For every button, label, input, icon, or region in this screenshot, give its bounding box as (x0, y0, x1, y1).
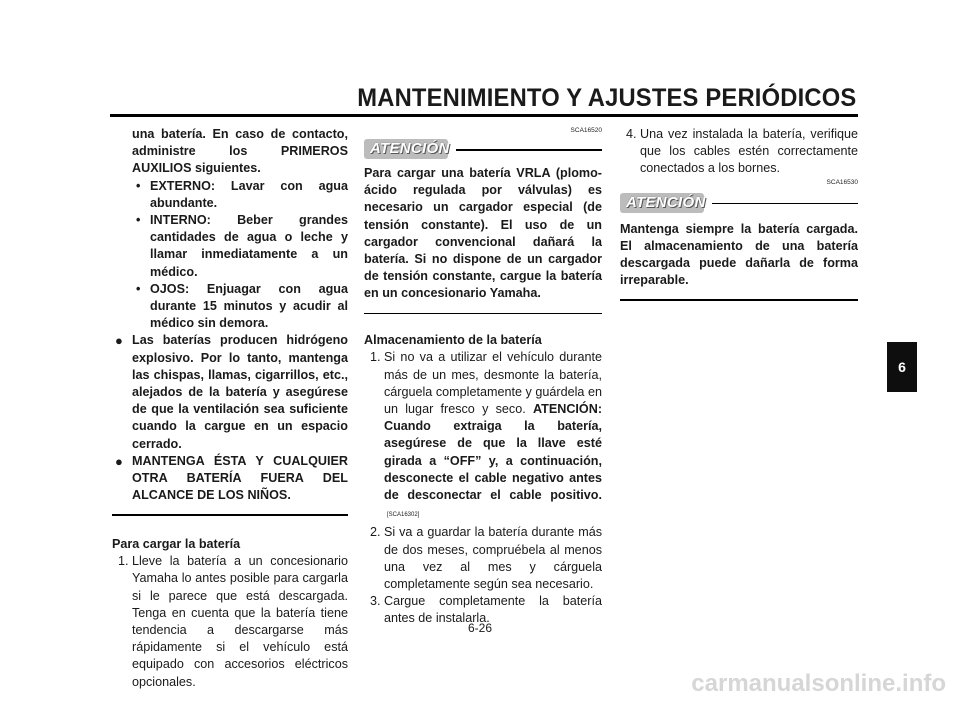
step-item: 2. Si va a guardar la batería durante más de dos meses, compruébela al menos una vez al mes y cárguela completamente según sea necesario. (370, 525, 602, 591)
watermark: carmanualsonline.info (691, 670, 946, 697)
ref-code: SCA16520 (570, 127, 602, 134)
attention-text: Para cargar una batería VRLA (plomo-ácido regulada por válvulas) es necesario un cargador especial (de tensión constante). El uso de un cargador convencional dañará la batería. Si no dispone de un cargador de tensión constante, cargue la batería en un concesionario Yamaha. (364, 166, 602, 301)
attention-header (620, 193, 858, 215)
column-3 (620, 126, 858, 301)
attention-end-rule (620, 299, 858, 301)
column-2 (364, 126, 602, 628)
step-item: 1. Lleve la batería a un concesionario Yamaha lo antes posible para cargarla si le parece que está descargada. Tenga en cuenta que la batería tiene tendencia a descargarse más rápidamente si el vehículo está equipado con accesorios eléctricos opcionales. (118, 554, 348, 689)
attention-text: Mantenga siempre la batería cargada. El almacenamiento de una batería descargada puede dañarla de forma irreparable. (620, 221, 858, 288)
step-item: 3. Cargue completamente la batería antes de instalarla. (370, 594, 602, 626)
section-title-charging: Para cargar la batería (112, 536, 241, 551)
column-1 (112, 126, 348, 691)
attention-badge: ATENCIÓN (364, 139, 448, 159)
step-item: 4. Una vez instalada la batería, verifique que los cables estén correctamente conectados a los bornes. (626, 127, 858, 176)
first-aid-item: • EXTERNO: Lavar con agua abundante. (136, 178, 348, 210)
bullet-icon: ● (115, 333, 123, 349)
page-header-title: MANTENIMIENTO Y AJUSTES PERIÓDICOS (356, 84, 856, 112)
first-aid-item: • OJOS: Enjuagar con agua durante 15 minutos y acudir al médico sin demora. (136, 281, 348, 331)
attention-header (364, 139, 602, 161)
bullet-icon: ● (115, 453, 123, 469)
attention-badge: ATENCIÓN (620, 193, 704, 213)
warning-bullet: ● MANTENGA ÉSTA Y CUALQUIER OTRA BATERÍA FUERA DEL ALCANCE DE LOS NIÑOS. (115, 453, 348, 503)
chapter-tab: 6 (887, 342, 917, 392)
step-item: 1. Si no va a utilizar el vehículo durante más de un mes, desmonte la batería, cárguela completamente y guárdela en un lugar fresco y seco. ATENCIÓN: Cuando extraiga la batería, asegúrese de que la llave esté girada a “OFF” y, a continuación, desconecte el cable negativo antes de desconectar el cable positivo.[SCA16302] (370, 350, 603, 519)
warning-end-rule (112, 514, 348, 516)
warning-bullet: ● Las baterías producen hidrógeno explosivo. Por lo tanto, mantenga las chispas, llamas, cigarrillos, etc., alejados de la batería y asegúrese de que la ventilación sea suficiente cuando la cargue en un espacio cerrado. (115, 333, 348, 451)
header-rule (110, 114, 858, 117)
first-aid-item: • INTERNO: Beber grandes cantidades de agua o leche y llamar inmediatamente a un médico. (136, 213, 348, 279)
attention-end-rule (364, 313, 602, 315)
section-title-storage: Almacenamiento de la batería (364, 333, 542, 348)
warning-continuation: una batería. En caso de contacto, administre los PRIMEROS AUXILIOS siguientes. (132, 127, 348, 176)
ref-code: SCA16530 (826, 178, 858, 186)
page-number: 6-26 (467, 621, 493, 635)
